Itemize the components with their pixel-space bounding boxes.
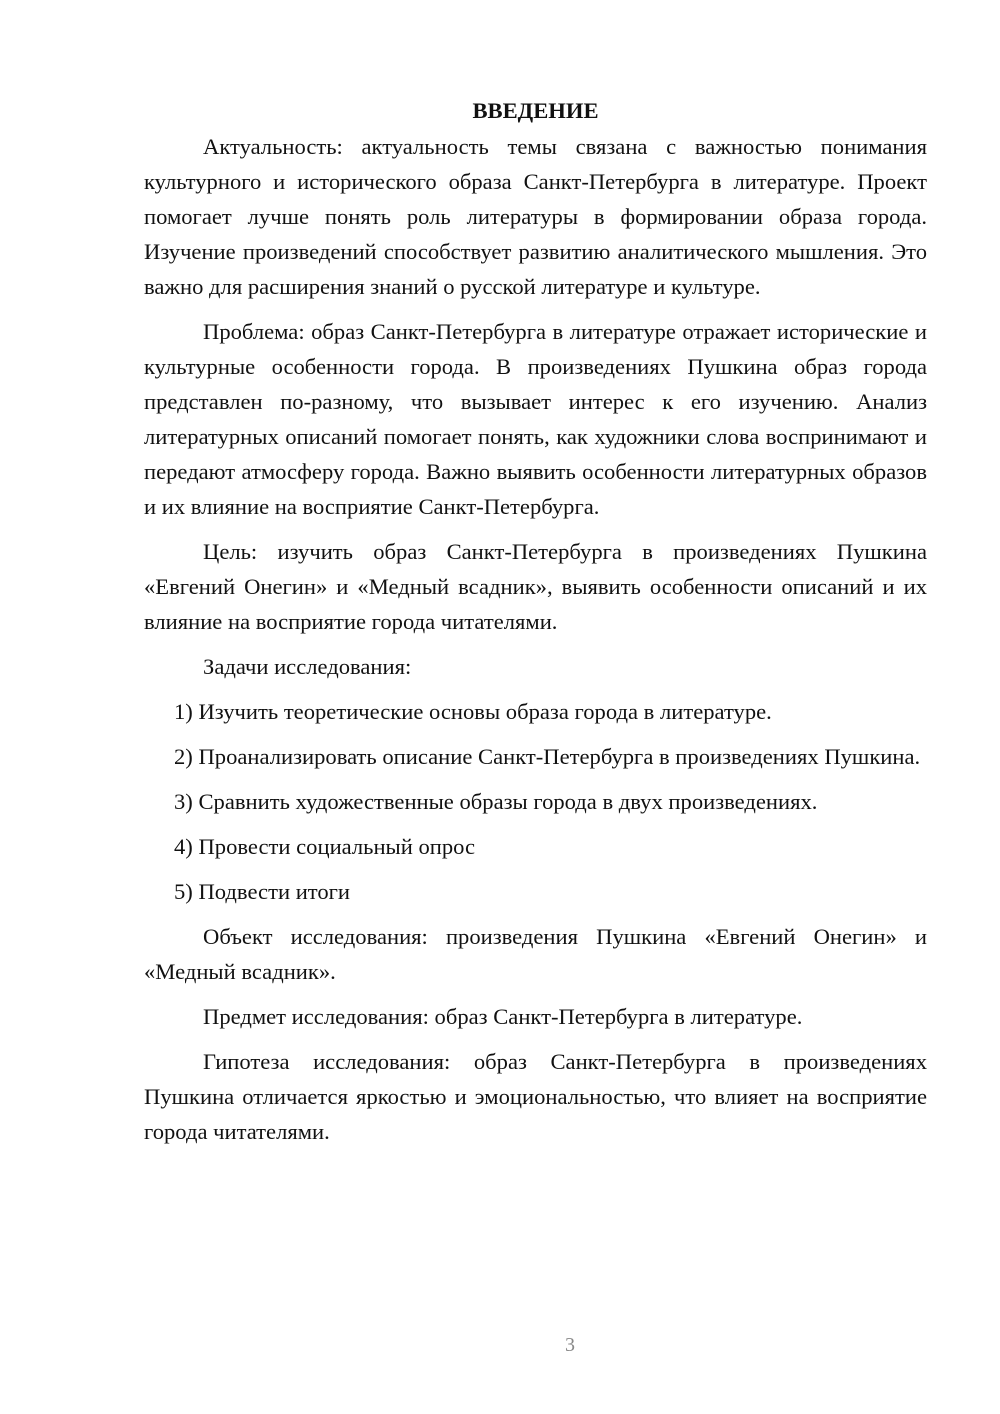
tasks-list — [144, 694, 927, 909]
task-item: 3) Сравнить художественные образы города в двух произведениях. — [174, 789, 818, 814]
relevance-paragraph: Актуальность: актуальность темы связана с важностью понимания культурного и исторического образа Санкт-Петербурга в литературе. Проект помогает лучше понять роль литературы в формировании образа города. Изучение произведений способствует развитию аналитического мышления. Это важно для расширения знаний о русской литературе и культуре. — [144, 134, 927, 299]
tasks-intro: Задачи исследования: — [203, 654, 412, 679]
subject-paragraph: Предмет исследования: образ Санкт-Петербурга в литературе. — [203, 1004, 803, 1029]
page-content — [144, 93, 927, 1159]
task-item: 1) Изучить теоретические основы образа города в литературе. — [174, 699, 772, 724]
task-item: 4) Провести социальный опрос — [174, 834, 476, 859]
task-item: 5) Подвести итоги — [174, 879, 351, 904]
hypothesis-paragraph: Гипотеза исследования: образ Санкт-Петербурга в произведениях Пушкина отличается яркостью и эмоциональностью, что влияет на восприятие города читателями. — [144, 1049, 927, 1144]
page-number: 3 — [565, 1334, 575, 1356]
goal-paragraph: Цель: изучить образ Санкт-Петербурга в произведениях Пушкина «Евгений Онегин» и «Медный всадник», выявить особенности описаний и их влияние на восприятие города читателями. — [144, 539, 927, 634]
object-paragraph: Объект исследования: произведения Пушкина «Евгений Онегин» и «Медный всадник». — [144, 924, 927, 984]
task-item: 2) Проанализировать описание Санкт-Петербурга в произведениях Пушкина. — [174, 744, 921, 769]
problem-paragraph: Проблема: образ Санкт-Петербурга в литературе отражает исторические и культурные особенности города. В произведениях Пушкина образ города представлен по-разному, что вызывает интерес к его изучению. Анализ литературных описаний помогает понять, как художники слова воспринимают и передают атмосферу города. Важно выявить особенности литературных образов и их влияние на восприятие Санкт-Петербурга. — [144, 319, 927, 519]
page-heading: ВВЕДЕНИЕ — [472, 98, 599, 123]
